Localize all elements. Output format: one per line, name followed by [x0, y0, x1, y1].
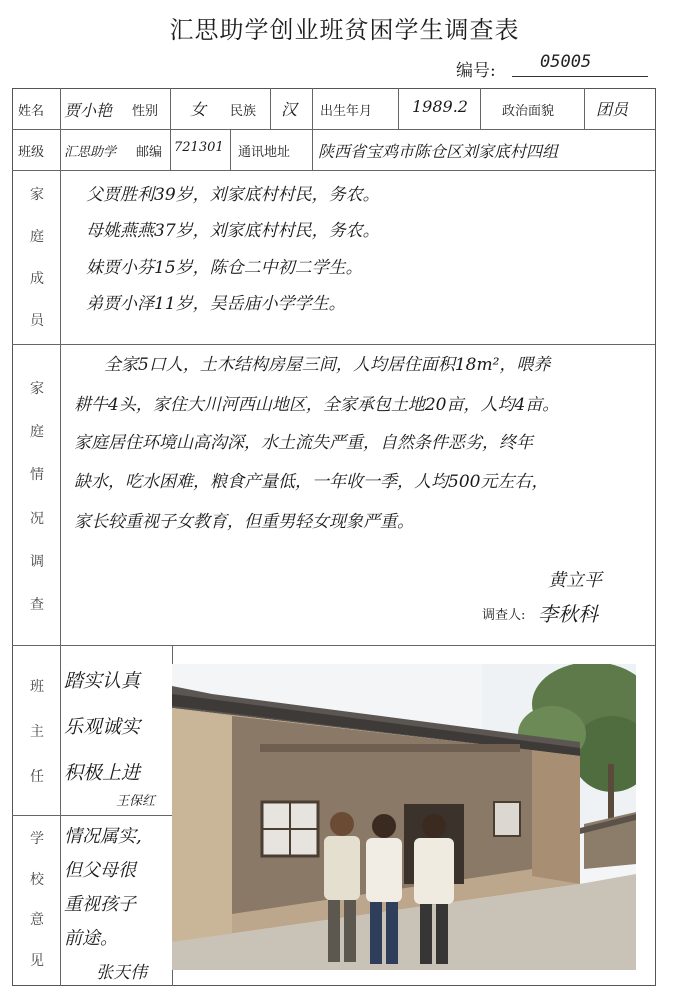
- divider-row1-e: [480, 88, 481, 129]
- class-value: 汇思助学: [64, 145, 117, 160]
- ethnicity-label: 民族: [230, 104, 257, 119]
- investigator-label: 调查人:: [482, 608, 526, 623]
- family-label-char: 成: [30, 271, 44, 287]
- situation-line-1: 全家5口人，土木结构房屋三间，人均居住面积18m²，喂养: [104, 355, 551, 375]
- situation-label-char: 调: [30, 553, 44, 570]
- school-comment-4: 前途。: [64, 928, 118, 949]
- birth-value: 1989.2: [412, 97, 468, 116]
- advisor-comment-3: 积极上进: [64, 762, 141, 784]
- family-member-4: 弟贾小泽11岁，吴岳庙小学学生。: [86, 294, 346, 314]
- class-label: 班级: [18, 145, 45, 160]
- serial-label: 编号:: [456, 61, 496, 81]
- situation-label-char: 庭: [30, 424, 44, 441]
- serial-number: 05005: [540, 52, 592, 72]
- school-signature: 张天伟: [96, 963, 147, 983]
- family-label-char: 员: [30, 313, 44, 329]
- political-value: 团员: [596, 100, 629, 119]
- gender-label: 性别: [132, 104, 159, 119]
- family-member-1: 父贾胜利39岁，刘家底村村民，务农。: [86, 185, 380, 205]
- situation-line-5: 家长较重视子女教育，但重男轻女现象严重。: [74, 512, 414, 532]
- school-label-char: 学: [30, 831, 44, 847]
- form-title: 汇思助学创业班贫困学生调查表: [169, 16, 520, 44]
- family-label: [26, 184, 48, 330]
- postcode-label: 邮编: [136, 145, 163, 160]
- situation-line-4: 缺水，吃水困难，粮食产量低，一年收一季，人均500元左右，: [74, 472, 549, 492]
- birth-label: 出生年月: [320, 104, 373, 119]
- divider-row1-bottom: [12, 129, 655, 130]
- address-label: 通讯地址: [238, 145, 291, 160]
- situation-label-char: 况: [30, 510, 44, 527]
- school-label-char: 意: [30, 912, 44, 929]
- divider-label-column: [60, 88, 61, 986]
- divider-row2-bottom: [12, 170, 655, 171]
- divider-situation-bottom: [12, 645, 655, 646]
- situation-label-char: 查: [30, 596, 44, 613]
- divider-row2-b: [230, 129, 231, 170]
- divider-row2-c: [312, 129, 313, 170]
- school-comment-2: 但父母很: [64, 860, 136, 881]
- investigator-name-1: 黄立平: [548, 570, 602, 591]
- ethnicity-value: 汉: [281, 100, 298, 119]
- advisor-label-char: 班: [30, 679, 44, 695]
- postcode-value: 721301: [174, 140, 224, 155]
- divider-row1-b: [270, 88, 271, 129]
- advisor-comment-1: 踏实认真: [64, 670, 141, 692]
- divider-row2-a: [170, 129, 171, 170]
- school-comment-3: 重视孩子: [64, 894, 136, 915]
- family-label-char: 庭: [30, 229, 44, 245]
- school-comment-1: 情况属实,: [64, 826, 142, 847]
- school-label-char: 见: [30, 952, 44, 969]
- name-label: 姓名: [18, 104, 45, 119]
- situation-label: [26, 378, 48, 614]
- advisor-signature: 王保红: [116, 794, 156, 809]
- advisor-label-char: 任: [30, 769, 44, 785]
- divider-row1-c: [312, 88, 313, 129]
- address-value: 陕西省宝鸡市陈仓区刘家底村四组: [318, 142, 559, 161]
- investigator-name-2: 李秋科: [538, 602, 598, 626]
- school-label: [26, 828, 48, 970]
- divider-row1-a: [170, 88, 171, 129]
- situation-line-2: 耕牛4头，家住大川河西山地区，全家承包土地20亩，人均4亩。: [74, 395, 560, 415]
- situation-label-char: 家: [30, 381, 44, 397]
- family-member-3: 妹贾小芬15岁，陈仓二中初二学生。: [86, 258, 363, 278]
- divider-advisor-bottom: [12, 815, 172, 816]
- house-photo: [172, 664, 636, 970]
- advisor-comment-2: 乐观诚实: [64, 716, 141, 738]
- divider-family-bottom: [12, 344, 655, 345]
- family-label-char: 家: [30, 187, 44, 203]
- gender-value: 女: [190, 100, 207, 119]
- school-label-char: 校: [30, 871, 44, 888]
- divider-row1-d: [398, 88, 399, 129]
- name-value: 贾小艳: [64, 101, 113, 120]
- divider-row1-f: [584, 88, 585, 129]
- serial-underline: [512, 76, 648, 77]
- political-label: 政治面貌: [502, 104, 555, 119]
- situation-line-3: 家庭居住环境山高沟深，水土流失严重，自然条件恶劣，终年: [74, 433, 533, 453]
- advisor-label-char: 主: [30, 724, 44, 740]
- advisor-label: [26, 676, 48, 786]
- situation-label-char: 情: [30, 467, 44, 484]
- family-member-2: 母姚燕燕37岁，刘家底村村民，务农。: [86, 221, 380, 241]
- photo-illustration: [172, 664, 636, 970]
